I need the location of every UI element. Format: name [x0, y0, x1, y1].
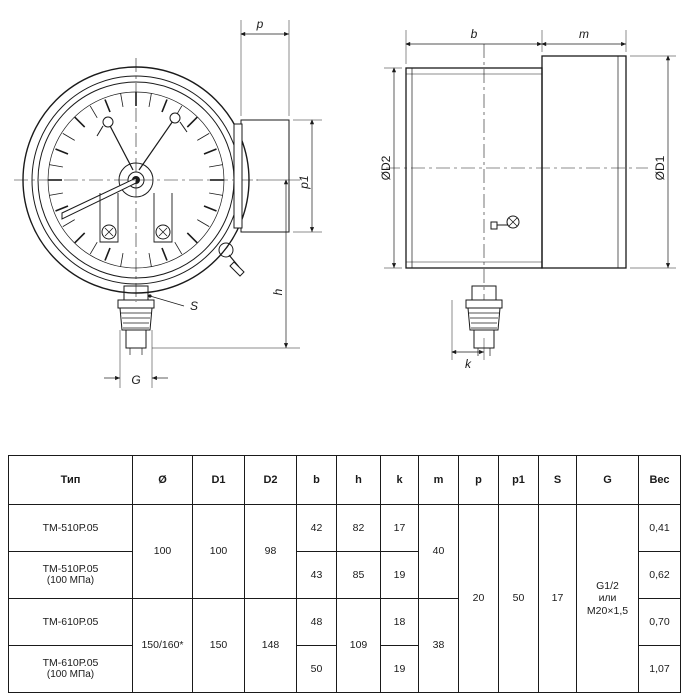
header-k: k — [381, 456, 419, 505]
label-m: m — [579, 27, 589, 41]
cell-s: 17 — [539, 505, 577, 693]
cell-type — [9, 646, 133, 693]
cell-b: 48 — [297, 599, 337, 646]
label-p1: p1 — [297, 175, 311, 189]
cell-diameter: 100 — [133, 505, 193, 599]
cell-weight: 0,70 — [639, 599, 681, 646]
table-header-row — [9, 456, 681, 505]
header-type: Тип — [9, 456, 133, 505]
header-d1: D1 — [193, 456, 245, 505]
g-thread-2: М20×1,5 — [586, 604, 629, 617]
cell-b: 42 — [297, 505, 337, 552]
specification-table — [8, 455, 680, 693]
type-label: ТМ-510Р.05 — [42, 563, 99, 576]
cell-g — [577, 505, 639, 693]
header-h: h — [337, 456, 381, 505]
label-D2: ØD2 — [379, 155, 393, 181]
cell-type — [9, 599, 133, 646]
cell-b: 50 — [297, 646, 337, 693]
cell-h: 109 — [337, 599, 381, 693]
header-diameter: Ø — [133, 456, 193, 505]
header-p: p — [459, 456, 499, 505]
dim-p — [241, 20, 289, 116]
g-thread-1: G1/2 — [596, 580, 619, 593]
header-b: b — [297, 456, 337, 505]
type-label: ТМ-610Р.05 — [42, 657, 99, 670]
type-sublabel: (100 МПа) — [46, 575, 95, 587]
cell-d2: 98 — [245, 505, 297, 599]
header-p1: p1 — [499, 456, 539, 505]
label-k: k — [465, 357, 471, 371]
header-m: m — [419, 456, 459, 505]
cell-diameter: 150/160* — [133, 599, 193, 693]
label-p: p — [256, 17, 264, 31]
type-label: ТМ-610Р.05 — [42, 615, 99, 628]
cell-d2: 148 — [245, 599, 297, 693]
cell-m: 38 — [419, 599, 459, 693]
type-sublabel: (100 МПа) — [46, 669, 95, 681]
cell-p: 20 — [459, 505, 499, 693]
side-view — [386, 44, 648, 356]
cell-k: 19 — [381, 646, 419, 693]
label-G: G — [131, 373, 141, 387]
cell-k: 18 — [381, 599, 419, 646]
cell-k: 19 — [381, 552, 419, 599]
table-row — [9, 505, 681, 552]
cell-k: 17 — [381, 505, 419, 552]
label-S: S — [190, 299, 199, 313]
cell-m: 40 — [419, 505, 459, 599]
header-d2: D2 — [245, 456, 297, 505]
dim-h — [152, 180, 300, 348]
cell-p1: 50 — [499, 505, 539, 693]
g-or: или — [598, 592, 617, 605]
cell-type — [9, 552, 133, 599]
header-g: G — [577, 456, 639, 505]
cell-weight: 1,07 — [639, 646, 681, 693]
header-s: S — [539, 456, 577, 505]
label-D1: ØD1 — [653, 155, 667, 181]
cell-weight: 0,62 — [639, 552, 681, 599]
type-label: ТМ-510Р.05 — [42, 521, 99, 534]
label-b: b — [470, 27, 478, 41]
cell-weight: 0,41 — [639, 505, 681, 552]
cell-b: 43 — [297, 552, 337, 599]
header-weight: Вес — [639, 456, 681, 505]
front-view — [14, 58, 289, 355]
cell-h: 85 — [337, 552, 381, 599]
label-h: h — [271, 288, 285, 296]
cell-d1: 150 — [193, 599, 245, 693]
cell-h: 82 — [337, 505, 381, 552]
cell-type — [9, 505, 133, 552]
cell-d1: 100 — [193, 505, 245, 599]
